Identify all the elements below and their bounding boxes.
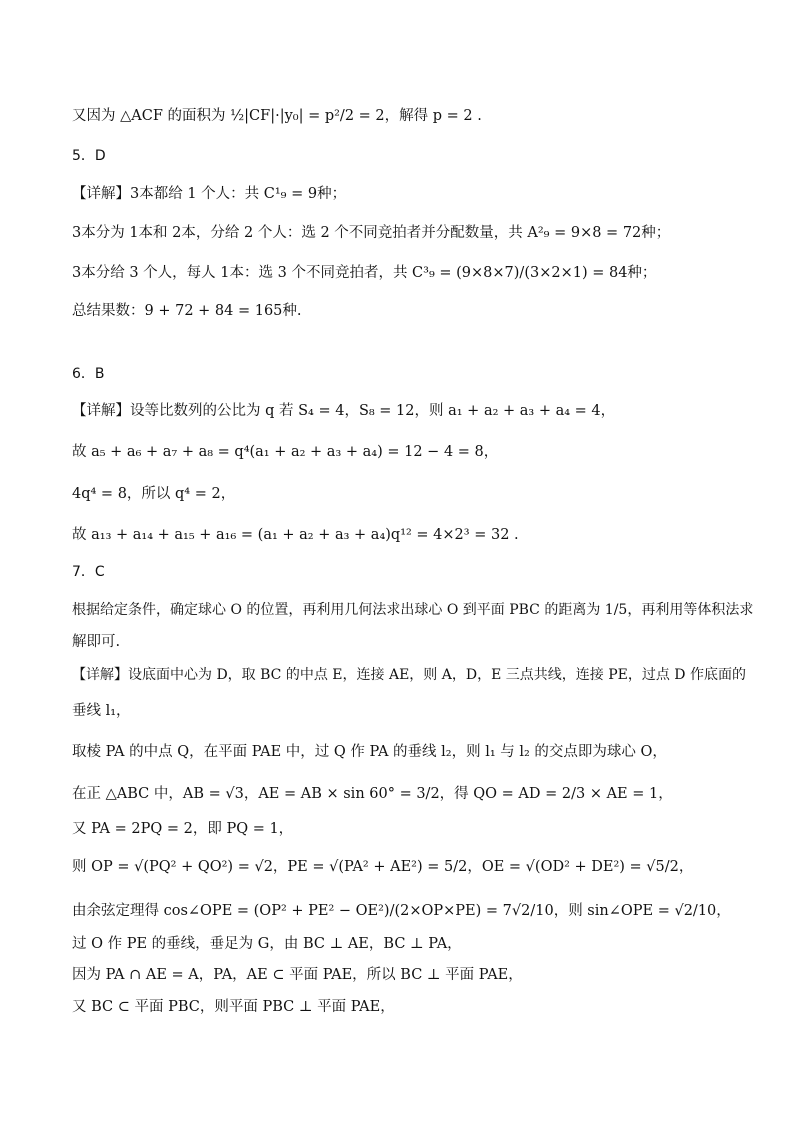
text-line: 又 BC ⊂ 平面 PBC，则平面 PBC ⊥ 平面 PAE， (72, 999, 395, 1015)
text-line: 3本分给 3 个人，每人 1本：选 3 个不同竞拍者，共 C³₉ = (9×8×7)/(3×2×1) = 84种； (72, 265, 657, 281)
answer-heading-7: 7．C (72, 564, 105, 580)
text-line: 【详解】设底面中心为 D，取 BC 的中点 E，连接 AE，则 A，D，E 三点共线，连接 PE，过点 D 作底面的 (72, 667, 746, 683)
text-line: 【详解】设等比数列的公比为 q 若 S₄ = 4，S₈ = 12，则 a₁ + a₂ + a₃ + a₄ = 4， (72, 403, 616, 419)
text-line: 又 PA = 2PQ = 2，即 PQ = 1， (72, 821, 294, 837)
text-line: 则 OP = √(PQ² + QO²) = √2，PE = √(PA² + AE²) = 5/2，OE = √(OD² + DE²) = √5/2， (72, 859, 694, 875)
text-line: 4q⁴ = 8，所以 q⁴ = 2， (72, 486, 236, 502)
text-line: 【详解】3本都给 1 个人：共 C¹₉ = 9种； (72, 186, 347, 202)
text-line: 故 a₅ + a₆ + a₇ + a₈ = q⁴(a₁ + a₂ + a₃ + a₄) = 12 − 4 = 8， (72, 444, 499, 460)
text-line: 又因为 △ACF 的面积为 ½|CF|·|y₀| = p²/2 = 2，解得 p = 2 . (72, 108, 482, 124)
text-line: 3本分为 1本和 2本，分给 2 个人：选 2 个不同竞拍者并分配数量，共 A²₉ = 9×8 = 72种； (72, 225, 671, 241)
answer-heading-6: 6．B (72, 366, 105, 382)
text-line: 总结果数：9 + 72 + 84 = 165种. (72, 303, 302, 319)
text-line: 垂线 l₁， (72, 703, 131, 719)
text-line: 故 a₁₃ + a₁₄ + a₁₅ + a₁₆ = (a₁ + a₂ + a₃ + a₄)q¹² = 4×2³ = 32 . (72, 527, 519, 543)
answer-heading-5: 5．D (72, 148, 106, 164)
text-line: 由余弦定理得 cos∠OPE = (OP² + PE² − OE²)/(2×OP×PE) = 7√2/10，则 sin∠OPE = √2/10， (72, 903, 731, 919)
text-line: 根据给定条件，确定球心 O 的位置，再利用几何法求出球心 O 到平面 PBC 的距离为 1/5，再利用等体积法求 (72, 602, 754, 618)
text-line: 在正 △ABC 中，AB = √3，AE = AB × sin 60° = 3/2，得 QO = AD = 2/3 × AE = 1， (72, 786, 673, 802)
text-line: 取棱 PA 的中点 Q，在平面 PAE 中，过 Q 作 PA 的垂线 l₂，则 l₁ 与 l₂ 的交点即为球心 O， (72, 744, 667, 760)
text-line: 过 O 作 PE 的垂线，垂足为 G，由 BC ⊥ AE，BC ⊥ PA， (72, 936, 462, 952)
text-line: 因为 PA ∩ AE = A，PA，AE ⊂ 平面 PAE，所以 BC ⊥ 平面 PAE， (72, 967, 523, 983)
text-line: 解即可. (72, 634, 121, 650)
